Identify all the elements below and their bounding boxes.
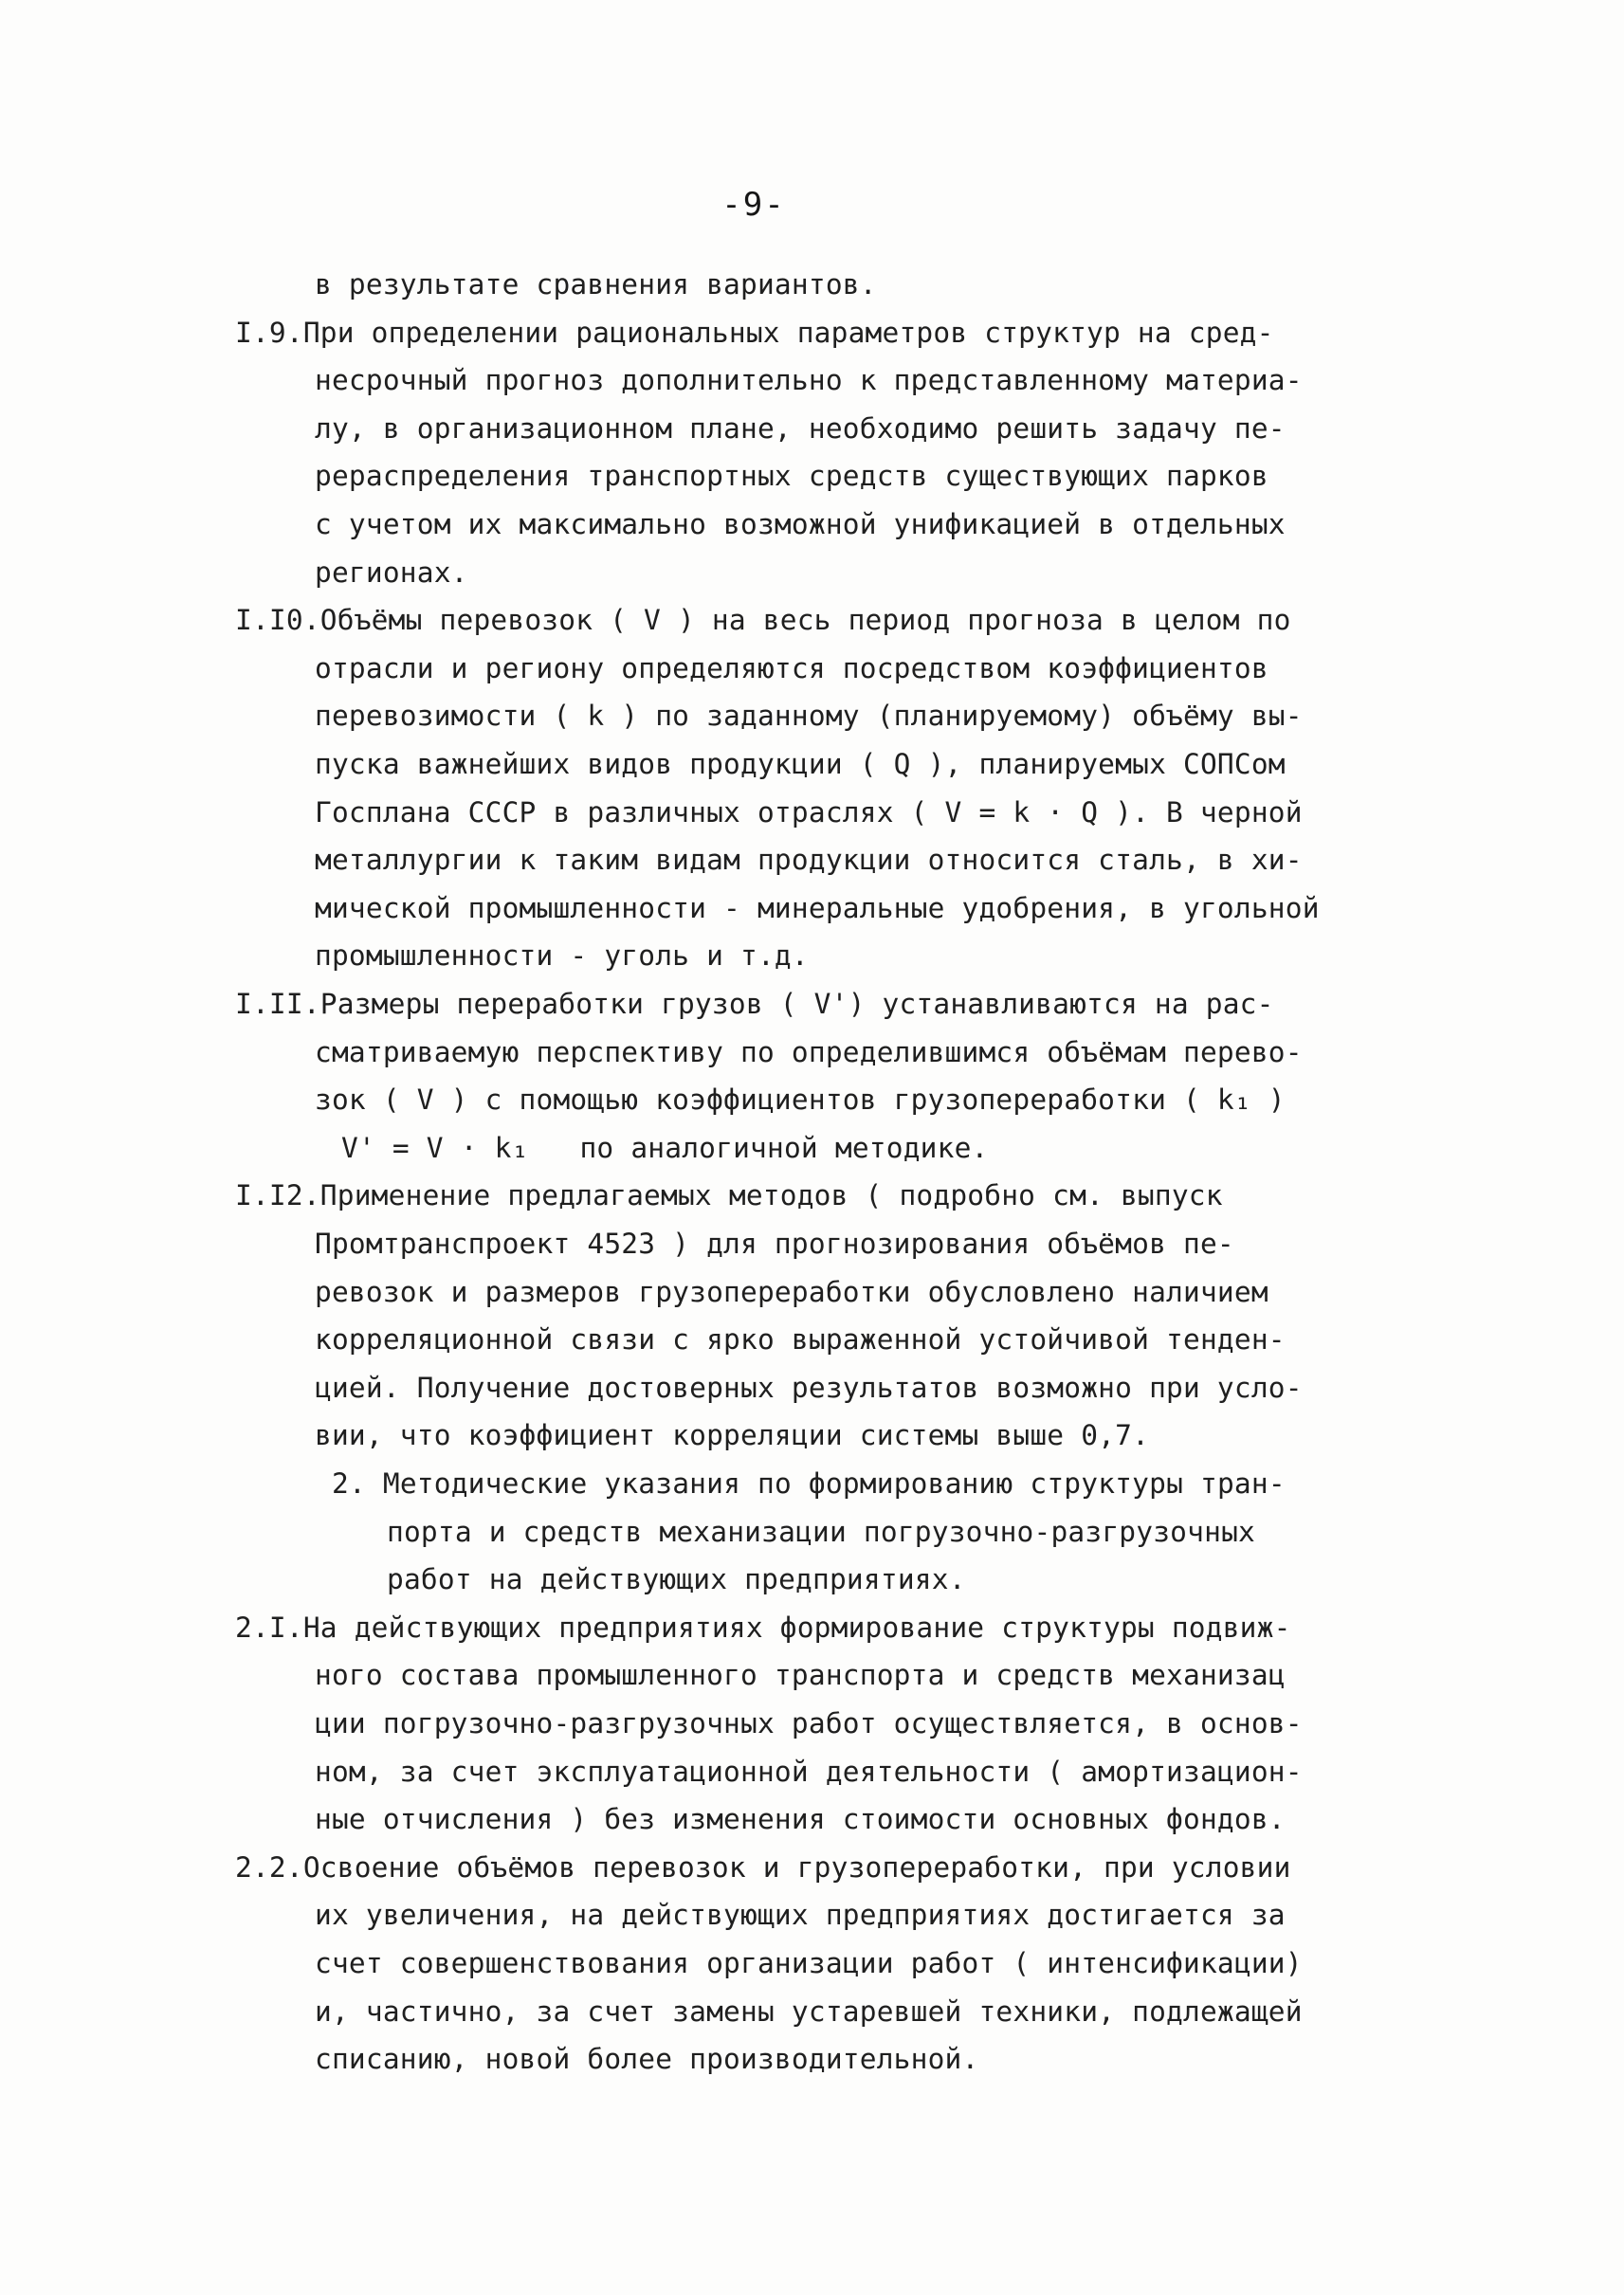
paragraph-line: регионах. [315, 556, 468, 589]
paragraph-line: в результате сравнения вариантов. [315, 268, 877, 301]
paragraph-line: с учетом их максимально возможной унификацией в отдельных [315, 508, 1286, 540]
section-heading-line: 2. Методические указания по формированию структуры тран- [332, 1467, 1286, 1500]
section-heading-line: работ на действующих предприятиях. [387, 1563, 966, 1595]
page-number: -9- [721, 186, 786, 224]
paragraph-line: перевозимости ( k ) по заданному (планируемому) объёму вы- [315, 700, 1303, 732]
paragraph-line: лу, в организационном плане, необходимо решить задачу пе- [315, 412, 1286, 445]
paragraph-line: Госплана СССР в различных отраслях ( V = k · Q ). В черной [315, 796, 1303, 829]
paragraph-line: счет совершенствования организации работ ( интенсификации) [315, 1947, 1303, 1979]
paragraph-line: вии, что коэффициент корреляции системы выше 0,7. [315, 1419, 1150, 1451]
paragraph-line: цией. Получение достоверных результатов возможно при усло- [315, 1372, 1303, 1404]
paragraph-line: мической промышленности - минеральные удобрения, в угольной [315, 892, 1320, 924]
paragraph-line: списанию, новой более производительной. [315, 2043, 979, 2075]
paragraph-line: ного состава промышленного транспорта и средств механизац [315, 1659, 1286, 1691]
paragraph-line: промышленности - уголь и т.д. [315, 939, 809, 972]
paragraph-line: отрасли и региону определяются посредством коэффициентов [315, 652, 1268, 684]
section-heading-line: порта и средств механизации погрузочно-разгрузочных [387, 1516, 1255, 1548]
paragraph-line: ном, за счет эксплуатационной деятельности ( амортизацион- [315, 1756, 1303, 1788]
paragraph-line: Промтранспроект 4523 ) для прогнозирования объёмов пе- [315, 1228, 1234, 1260]
paragraph-line: сматриваемую перспективу по определившимся объёмам перево- [315, 1036, 1303, 1068]
paragraph-line: зок ( V ) с помощью коэффициентов грузопереработки ( k₁ ) [315, 1084, 1286, 1116]
paragraph-line: корреляционной связи с ярко выраженной устойчивой тенден- [315, 1323, 1286, 1356]
paragraph-line: I.I2.Применение предлагаемых методов ( подробно см. выпуск [235, 1179, 1223, 1211]
paragraph-line: ции погрузочно-разгрузочных работ осуществляется, в основ- [315, 1707, 1303, 1739]
paragraph-line: ревозок и размеров грузопереработки обусловлено наличием [315, 1276, 1268, 1308]
paragraph-line: 2.2.Освоение объёмов перевозок и грузопереработки, при условии [235, 1851, 1291, 1884]
paragraph-line: I.I0.Объёмы перевозок ( V ) на весь период прогноза в целом по [235, 604, 1291, 636]
formula-line: V' = V · k₁ по аналогичной методике. [341, 1132, 989, 1164]
paragraph-line: ные отчисления ) без изменения стоимости основных фондов. [315, 1803, 1286, 1835]
paragraph-line: их увеличения, на действующих предприятиях достигается за [315, 1899, 1286, 1931]
paragraph-line: 2.I.На действующих предприятиях формирование структуры подвиж- [235, 1612, 1291, 1644]
paragraph-line: I.II.Размеры переработки грузов ( V') устанавливаются на рас- [235, 988, 1274, 1020]
paragraph-line: рераспределения транспортных средств существующих парков [315, 460, 1268, 492]
paragraph-line: пуска важнейших видов продукции ( Q ), планируемых СОПСом [315, 748, 1286, 780]
paragraph-line: металлургии к таким видам продукции относится сталь, в хи- [315, 844, 1303, 876]
paragraph-line: и, частично, за счет замены устаревшей техники, подлежащей [315, 1995, 1303, 2028]
paragraph-line: несрочный прогноз дополнительно к представленному материа- [315, 364, 1303, 396]
paragraph-line: I.9.При определении рациональных параметров структур на сред- [235, 317, 1274, 349]
